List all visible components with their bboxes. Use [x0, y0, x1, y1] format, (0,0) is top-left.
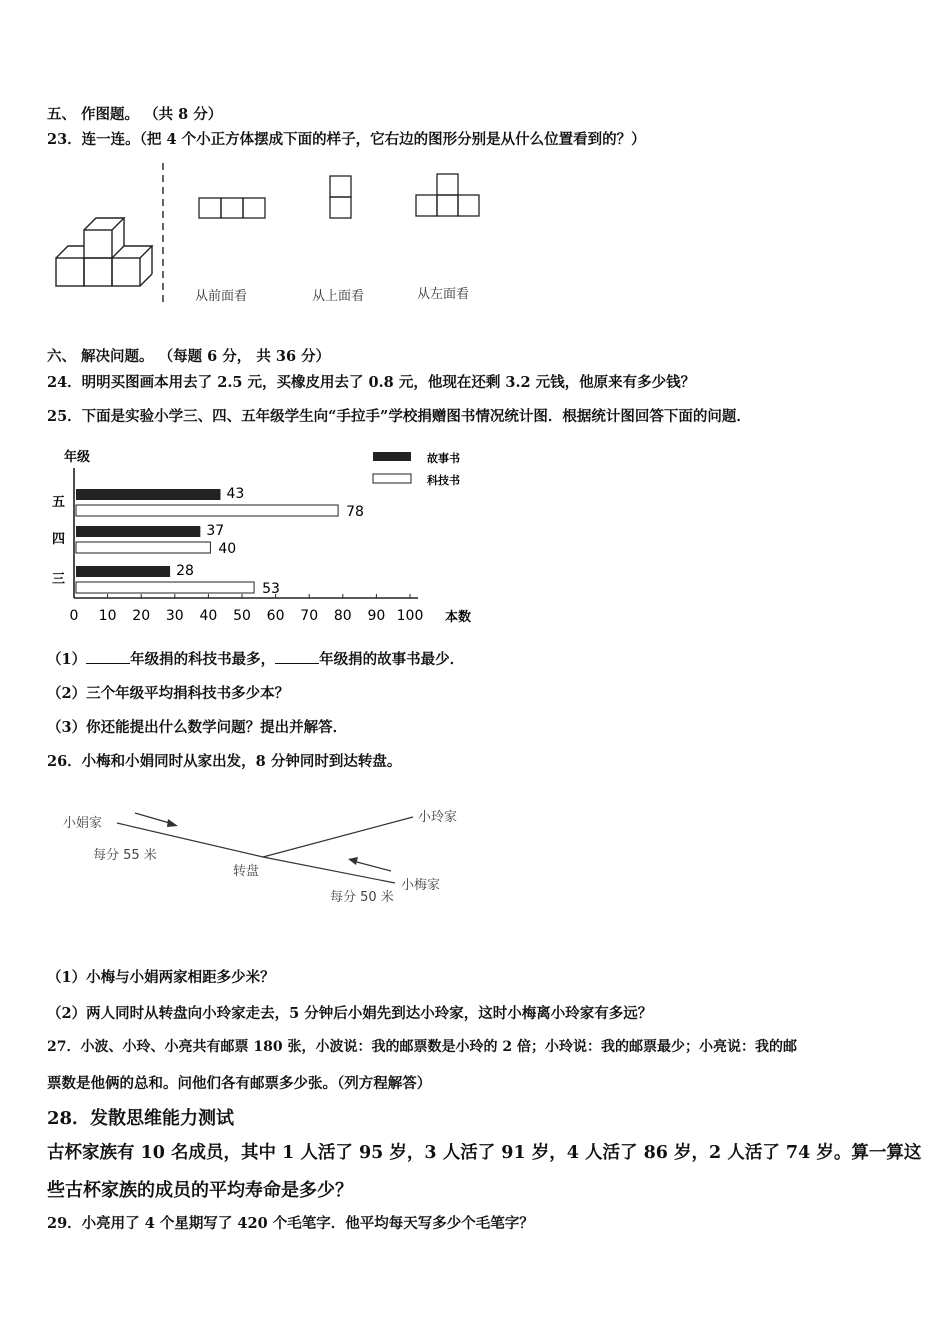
y-axis-label: 年级 [64, 450, 91, 465]
question-27-line2: 票数是他俩的总和。问他们各有邮票多少张。（列方程解答） [47, 1075, 432, 1092]
route-diagram [55, 795, 485, 915]
legend-swatch-story [373, 452, 411, 461]
question-26-text: 26．小梅和小娟同时从家出发，8 分钟同时到达转盘。 [47, 753, 402, 770]
question-25-text: 25．下面是实验小学三、四、五年级学生向“手拉手”学校捐赠图书情况统计图．根据统计图回答下面的问题． [47, 408, 751, 425]
book-donation-bar-chart [40, 440, 500, 630]
bar-science [76, 542, 210, 553]
x-tick-label: 50 [233, 608, 251, 624]
x-tick-label: 10 [98, 608, 117, 624]
bar-science [76, 582, 254, 593]
x-tick-label: 60 [266, 608, 285, 624]
road-roundabout-to-mei [263, 857, 395, 883]
question-25-sub3: （3）你还能提出什么数学问题？提出并解答． [47, 719, 348, 736]
question-26-sub1: （1）小梅与小娟两家相距多少米？ [47, 969, 275, 986]
question-26-sub2: （2）两人同时从转盘向小玲家走去，5 分钟后小娟先到达小玲家，这时小梅离小玲家有多远？ [47, 1005, 653, 1022]
label-speed-mei: 每分 50 米 [330, 890, 394, 905]
sub1-middle: 年级捐的科技书最多， [130, 651, 276, 668]
section-5-title: 五、 作图题。 （共 8 分） [47, 106, 223, 123]
x-tick-label: 100 [396, 608, 424, 624]
category-label: 三 [52, 572, 66, 587]
view-label-top: 从上面看 [312, 289, 365, 304]
x-axis-label: 本数 [445, 610, 472, 625]
cube-views-figure [40, 158, 510, 318]
arrow-mei-head [348, 857, 358, 865]
question-25-sub2: （2）三个年级平均捐科技书多少本？ [47, 685, 290, 702]
left-view-shape [416, 174, 479, 216]
data-label-story: 43 [226, 486, 245, 502]
x-tick-label: 0 [69, 608, 79, 624]
category-label: 五 [52, 495, 66, 510]
bar-story [76, 526, 200, 537]
x-tick-label: 90 [367, 608, 386, 624]
x-tick-label: 20 [132, 608, 151, 624]
legend-label-science: 科技书 [427, 474, 460, 487]
cube-stack-drawing [56, 218, 152, 286]
front-view-shape [199, 198, 265, 218]
question-28-line1: 古杯家族有 10 名成员，其中 1 人活了 95 岁，3 人活了 91 岁，4 人活了 86 岁，2 人活了 74 岁。算一算这 [47, 1143, 922, 1163]
view-label-front: 从前面看 [195, 289, 248, 304]
question-29-text: 29．小亮用了 4 个星期写了 420 个毛笔字．他平均每天写多少个毛笔字？ [47, 1215, 534, 1232]
question-24-text: 24．明明买图画本用去了 2.5 元，买橡皮用去了 0.8 元，他现在还剩 3.2 元钱，他原来有多少钱？ [47, 374, 696, 391]
arrow-juan-head [167, 819, 178, 827]
sub1-prefix: （1） [47, 651, 87, 668]
section-6-title: 六、 解决问题。 （每题 6 分， 共 36 分） [47, 348, 331, 365]
x-tick-label: 40 [199, 608, 218, 624]
legend [373, 451, 460, 487]
data-label-science: 53 [262, 581, 280, 597]
label-xiaojuan-home: 小娟家 [63, 816, 103, 831]
bar-story [76, 489, 220, 500]
label-speed-juan: 每分 55 米 [93, 848, 157, 863]
question-27-line1: 27．小波、小玲、小亮共有邮票 180 张，小波说：我的邮票数是小玲的 2 倍；小玲说：我的邮票最少；小亮说：我的邮 [47, 1039, 797, 1055]
data-label-science: 40 [218, 541, 237, 557]
bar-story [76, 566, 170, 577]
legend-label-story: 故事书 [427, 452, 460, 465]
category-label: 四 [52, 532, 66, 547]
data-label-science: 78 [346, 504, 364, 520]
arrow-juan-line [135, 813, 173, 824]
top-view-shape [330, 176, 351, 218]
bar-science [76, 505, 338, 516]
label-xiaomei-home: 小梅家 [401, 878, 441, 893]
view-label-left: 从左面看 [417, 287, 470, 302]
question-28-line2: 些古杯家族的成员的平均寿命是多少？ [47, 1180, 353, 1201]
legend-swatch-science [373, 474, 411, 483]
x-tick-label: 30 [165, 608, 184, 624]
arrow-mei-line [353, 861, 391, 871]
sub1-end: 年级捐的故事书最少． [319, 651, 465, 668]
label-roundabout: 转盘 [233, 864, 260, 879]
answer-blank-1[interactable] [86, 651, 130, 664]
label-xiaoling-home: 小玲家 [418, 810, 458, 825]
answer-blank-2[interactable] [275, 651, 319, 664]
data-label-story: 37 [206, 523, 225, 539]
x-tick-label: 80 [333, 608, 352, 624]
data-label-story: 28 [176, 563, 194, 579]
x-tick-label: 70 [300, 608, 319, 624]
road-roundabout-to-ling [263, 817, 413, 857]
question-25-sub1 [47, 648, 464, 669]
question-28-title: 28．发散思维能力测试 [47, 1108, 235, 1129]
question-23-text: 23．连一连。（把 4 个小正方体摆成下面的样子，它右边的图形分别是从什么位置看到的？） [47, 131, 646, 148]
